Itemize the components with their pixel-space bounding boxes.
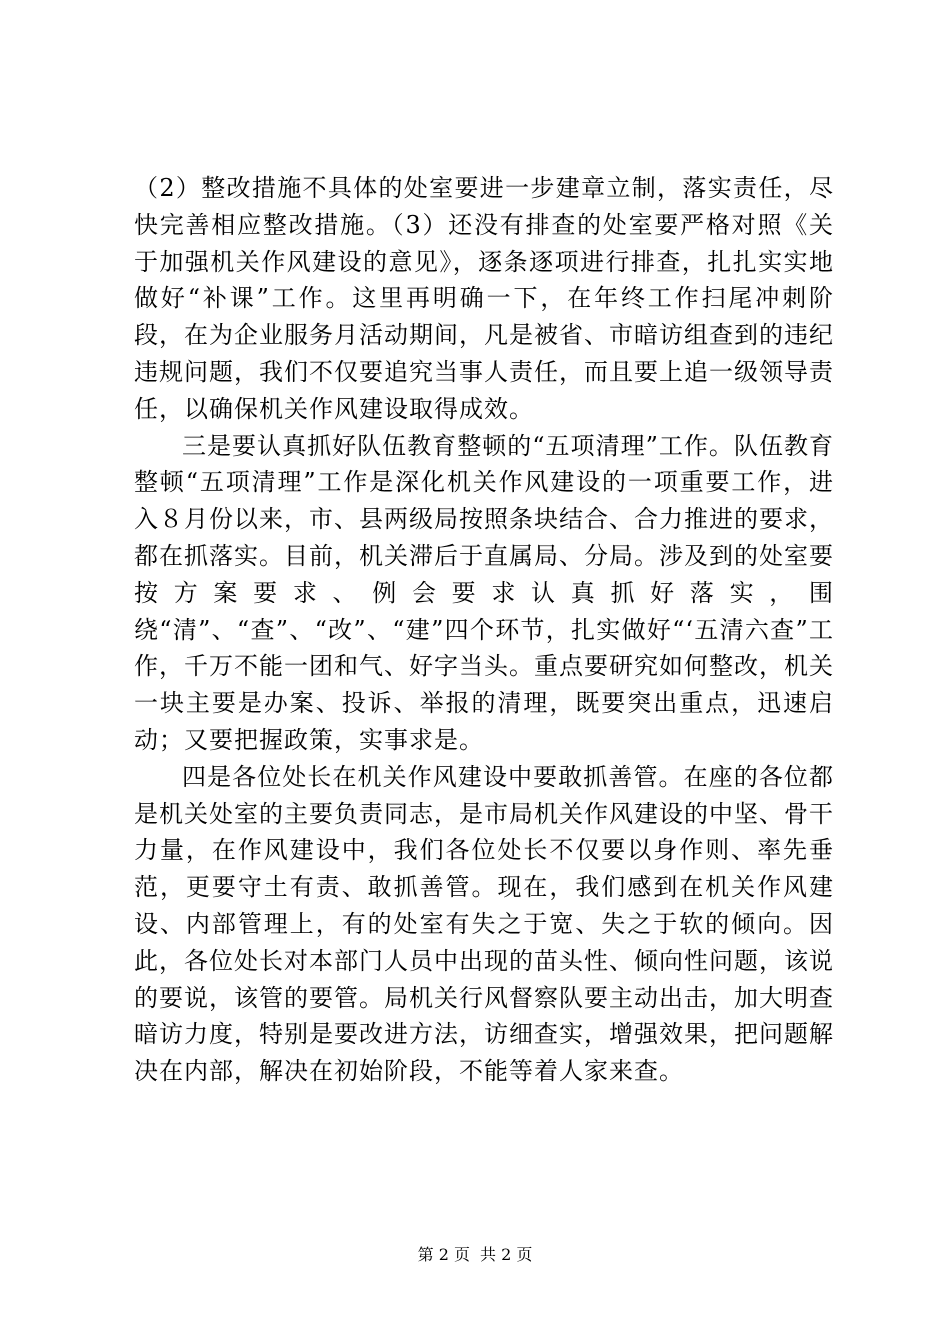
page-footer: [0, 1245, 950, 1265]
paragraph-section-chiefs: 四是各位处长在机关作风建设中要敢抓善管。在座的各位都是机关处室的主要负责同志，是市局机关作风建设的中坚、骨干力量，在作风建设中，我们各位处长不仅要以身作则、率先垂范，更要守土有责、敢抓善管。现在，我们感到在机关作风建设、内部管理上，有的处室有失之于宽、失之于软的倾向。因此，各位处长对本部门人员中出现的苗头性、倾向性问题，该说的要说，该管的要管。局机关行风督察队要主动出击，加大明查暗访力度，特别是要改进方法，访细查实，增强效果，把问题解决在内部，解决在初始阶段，不能等着人家来查。: [134, 762, 834, 1086]
page-total: 共 2 页: [480, 1245, 533, 1264]
document-body: [134, 170, 834, 1090]
paragraph-rectification-measures: （2）整改措施不具体的处室要进一步建章立制，落实责任，尽快完善相应整改措施。（3）还没有排查的处室要严格对照《关于加强机关作风建设的意见》，逐条逐项进行排查，扎扎实实地做好“补课”工作。这里再明确一下，在年终工作扫尾冲刺阶段，在为企业服务月活动期间，凡是被省、市暗访组查到的违纪违规问题，我们不仅要追究当事人责任，而且要上追一级领导责任，以确保机关作风建设取得成效。: [134, 174, 834, 423]
page-number: 第 2 页: [417, 1245, 470, 1264]
paragraph-five-clearances: 三是要认真抓好队伍教育整顿的“五项清理”工作。队伍教育整顿“五项清理”工作是深化机关作风建设的一项重要工作，进入８月份以来，市、县两级局按照条块结合、合力推进的要求，都在抓落实。目前，机关滞后于直属局、分局。涉及到的处室要按方案要求、例会要求认真抓好落实，围绕“清”、“查”、“改”、“建”四个环节，扎实做好“‘五清六查”工作，千万不能一团和气、好字当头。重点要研究如何整改，机关一块主要是办案、投诉、举报的清理，既要突出重点，迅速启动；又要把握政策，实事求是。: [134, 431, 834, 754]
